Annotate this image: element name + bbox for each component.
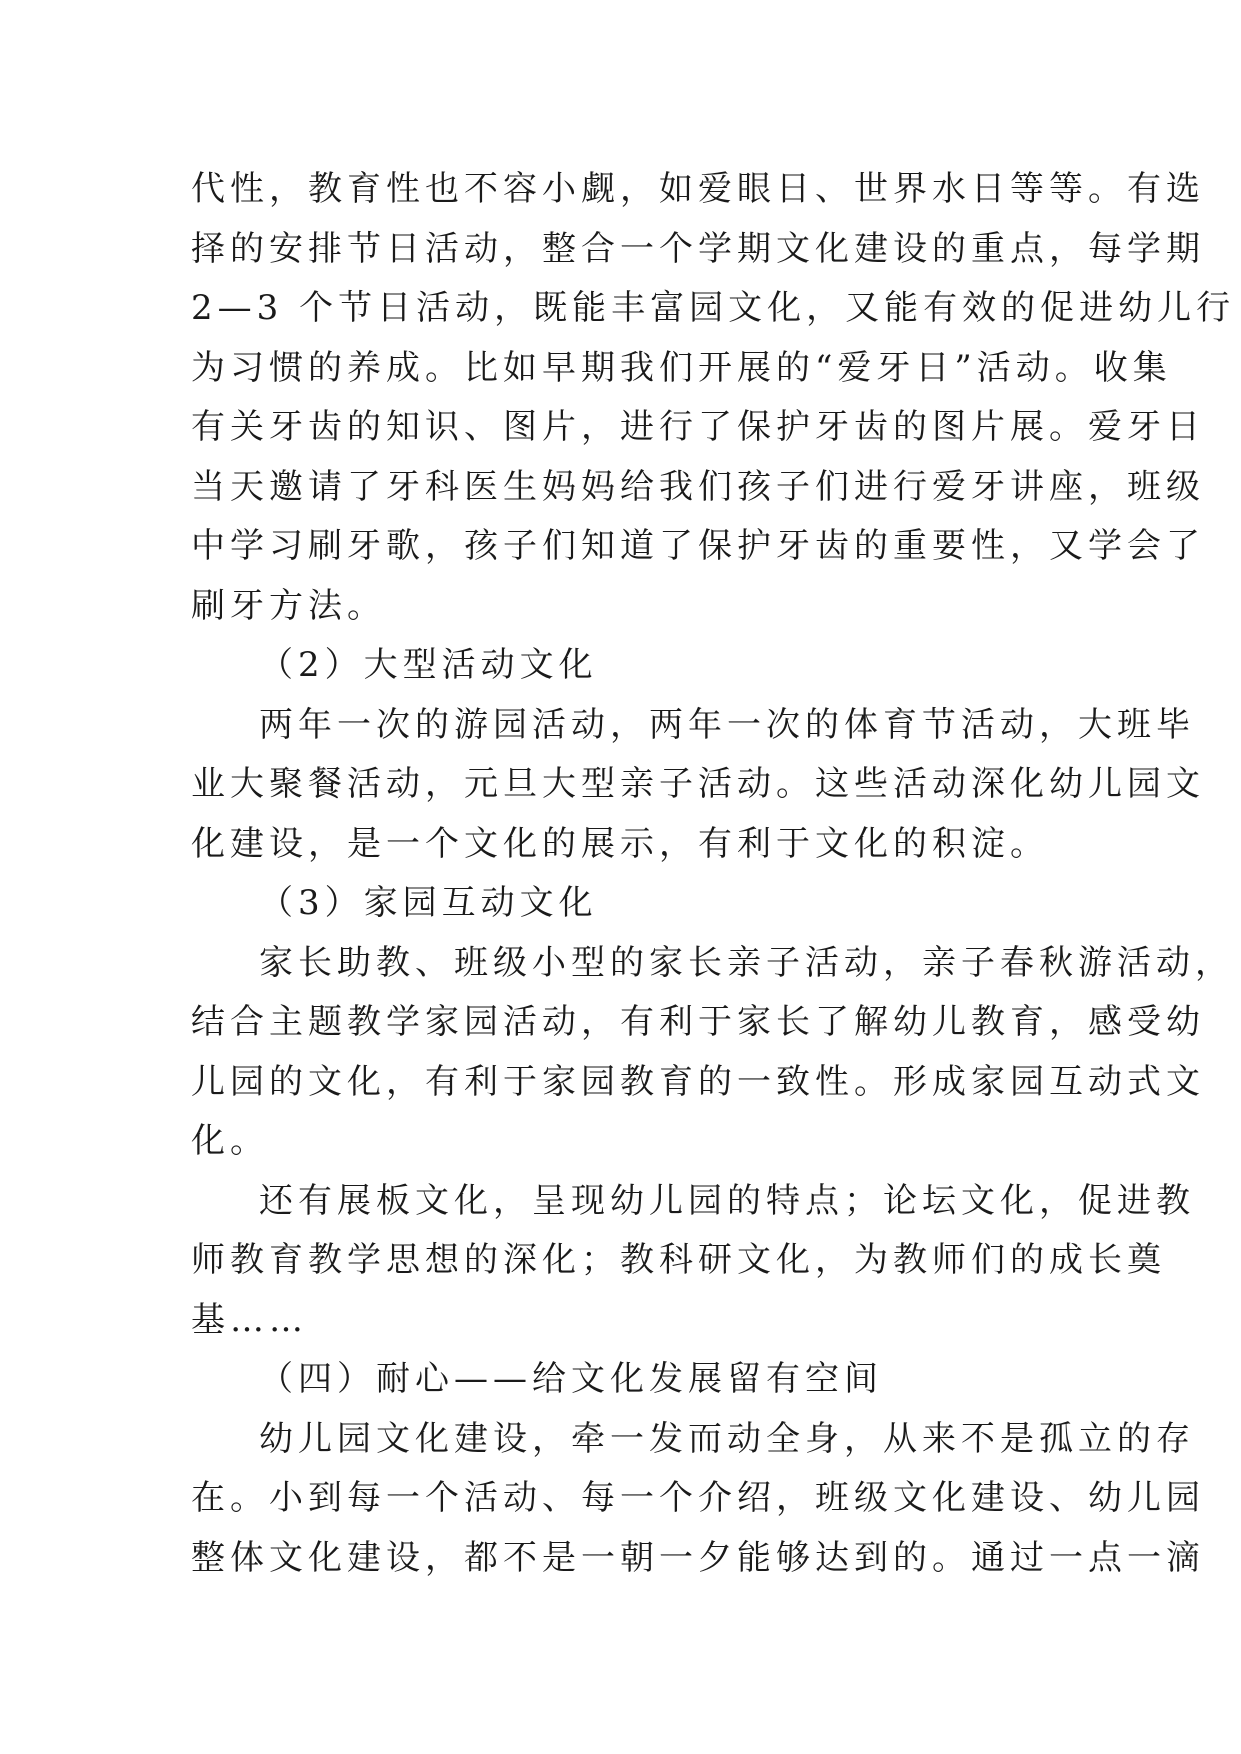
text-line: 结合主题教学家园活动，有利于家长了解幼儿教育，感受幼 (191, 1002, 1205, 1042)
section-heading: （3）家园互动文化 (259, 883, 598, 923)
section-heading: （2）大型活动文化 (259, 645, 598, 685)
text-line: 在。小到每一个活动、每一个介绍，班级文化建设、幼儿园 (191, 1478, 1205, 1518)
text-line: 择的安排节日活动，整合一个学期文化建设的重点，每学期 (191, 228, 1205, 269)
text-line: 师教育教学思想的深化；教科研文化，为教师们的成长奠 (191, 1240, 1166, 1280)
text-line: 为习惯的养成。比如早期我们开展的“爱牙日”活动。收集 (191, 347, 1172, 388)
text-line: 儿园的文化，有利于家园教育的一致性。形成家园互动式文 (191, 1061, 1205, 1102)
text-line: 代性，教育性也不容小觑，如爱眼日、世界水日等等。有选 (191, 169, 1205, 209)
section-heading: （四）耐心——给文化发展留有空间 (259, 1359, 883, 1399)
paragraph-first-line: 还有展板文化，呈现幼儿园的特点；论坛文化，促进教 (259, 1180, 1195, 1221)
text-line: 刷牙方法。 (191, 585, 386, 626)
paragraph-first-line: 家长助教、班级小型的家长亲子活动，亲子春秋游活动， (259, 942, 1234, 983)
text-line: 整体文化建设，都不是一朝一夕能够达到的。通过一点一滴 (191, 1537, 1205, 1578)
text-line: 基…… (191, 1299, 308, 1340)
text-line: 化建设，是一个文化的展示，有利于文化的积淀。 (191, 823, 1049, 864)
paragraph-first-line: 幼儿园文化建设，牵一发而动全身，从来不是孤立的存 (259, 1418, 1195, 1459)
text-line: 中学习刷牙歌，孩子们知道了保护牙齿的重要性，又学会了 (191, 526, 1205, 566)
paragraph-first-line: 两年一次的游园活动，两年一次的体育节活动，大班毕 (259, 704, 1195, 745)
text-line: 当天邀请了牙科医生妈妈给我们孩子们进行爱牙讲座，班级 (191, 466, 1205, 507)
document-body (191, 160, 1236, 1588)
text-line: 有关牙齿的知识、图片，进行了保护牙齿的图片展。爱牙日 (191, 407, 1205, 447)
text-line: 2—3 个节日活动，既能丰富园文化，又能有效的促进幼儿行 (191, 288, 1236, 328)
text-line: 化。 (191, 1121, 269, 1161)
text-line: 业大聚餐活动，元旦大型亲子活动。这些活动深化幼儿园文 (191, 764, 1205, 804)
